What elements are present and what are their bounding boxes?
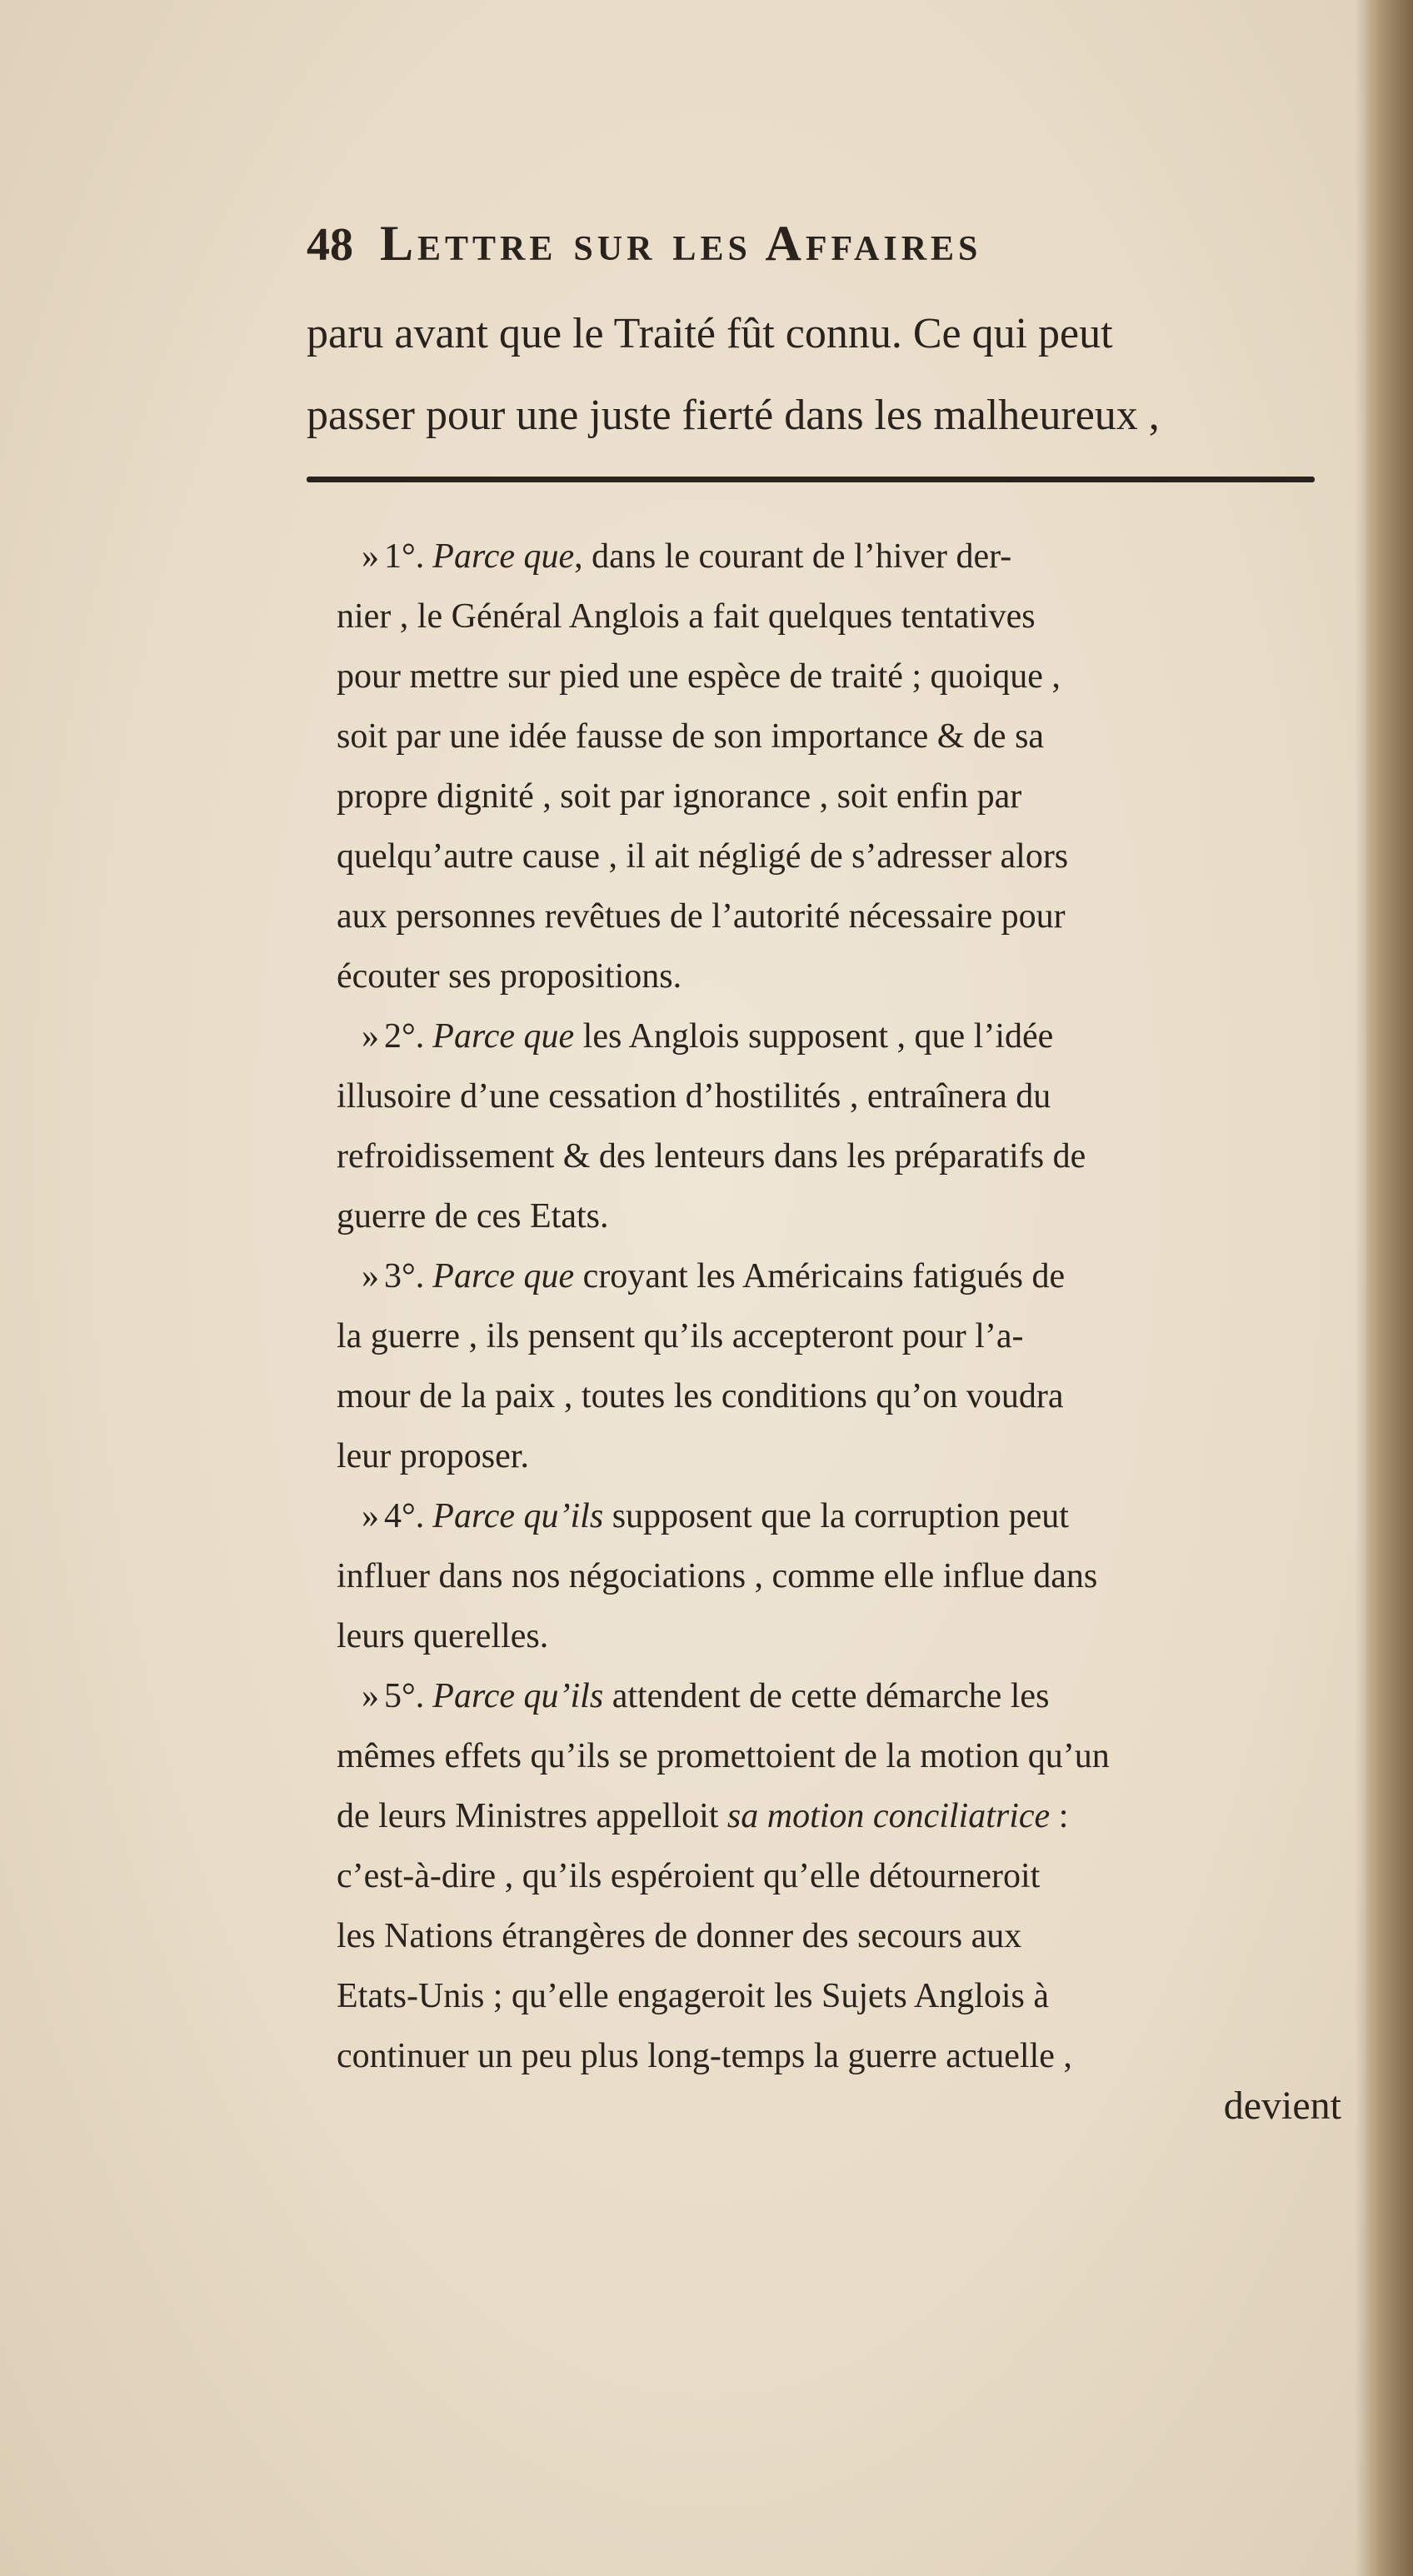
footnote-number: 2°. — [384, 1017, 425, 1056]
footnote-number: 1°. — [384, 537, 425, 576]
continued-text — [307, 293, 1315, 457]
footnote-item — [337, 1006, 1380, 1246]
line-text: guerre de ces Etats. — [337, 1197, 609, 1236]
line-text: supposent que la corruption peut — [603, 1497, 1069, 1535]
page-number: 48 — [307, 219, 353, 271]
footnote-line — [337, 1246, 1380, 1306]
footnote-line — [337, 1846, 1380, 1906]
quote-mark: » — [362, 537, 379, 576]
footnote-line — [337, 1126, 1380, 1186]
line-text: propre dignité , soit par ignorance , soit enfin par — [337, 777, 1022, 816]
footnote-line — [337, 1666, 1380, 1726]
quote-mark: » — [362, 1497, 379, 1535]
catchword: devient — [1223, 2084, 1341, 2128]
line-text: croyant les Américains fatigués de — [574, 1257, 1066, 1295]
footnote-line — [337, 886, 1380, 946]
footnote-lead: Parce qu’ils — [432, 1677, 604, 1715]
line-text: illusoire d’une cessation d’hostilités , entraînera du — [337, 1077, 1051, 1116]
italic-phrase: sa motion conciliatrice — [726, 1797, 1051, 1835]
footnote-line — [337, 706, 1380, 766]
footnote-line — [337, 1786, 1380, 1846]
footnote-item — [337, 1246, 1380, 1486]
footnote-line — [337, 1546, 1380, 1606]
continued-line-1: paru avant que le Traité fût connu. Ce qui peut — [307, 310, 1113, 357]
line-text: soit par une idée fausse de son importance & de sa — [337, 717, 1045, 756]
footnote-line — [337, 1426, 1380, 1486]
line-text: aux personnes revêtues de l’autorité nécessaire pour — [337, 897, 1066, 936]
line-text: refroidissement & des lenteurs dans les préparatifs de — [337, 1137, 1086, 1176]
quote-mark: » — [362, 1257, 379, 1295]
line-text: Etats-Unis ; qu’elle engageroit les Sujets Anglois à — [337, 1977, 1050, 2015]
line-text: nier , le Général Anglois a fait quelques tentatives — [337, 597, 1036, 636]
line-text: attendent de cette démarche les — [603, 1677, 1050, 1715]
footnote-lead: Parce que — [432, 1257, 575, 1295]
line-text: mour de la paix , toutes les conditions qu’on voudra — [337, 1377, 1064, 1415]
footnote-line — [337, 766, 1380, 826]
footnote-line — [337, 1306, 1380, 1366]
footnote-line — [337, 946, 1380, 1006]
footnote-line — [337, 826, 1380, 886]
line-text: leur proposer. — [337, 1437, 529, 1475]
footnote-line — [337, 1906, 1380, 1966]
footnote-lead: Parce qu’ils — [432, 1497, 604, 1535]
line-text: de leurs Ministres appelloit — [337, 1797, 727, 1835]
line-text: leurs querelles. — [337, 1617, 549, 1655]
footnote-line — [337, 1966, 1380, 2026]
footnote-rule — [307, 477, 1315, 482]
footnote-line — [337, 1366, 1380, 1426]
footnote-item — [337, 1486, 1380, 1666]
line-text: écouter ses propositions. — [337, 957, 682, 996]
footnote-item — [337, 527, 1380, 1006]
footnote-line — [337, 1066, 1380, 1126]
line-text: les Nations étrangères de donner des secours aux — [337, 1917, 1022, 1955]
footnote-number: 3°. — [384, 1257, 425, 1295]
page-header — [307, 215, 1315, 282]
footnote-number: 4°. — [384, 1497, 425, 1535]
footnote-line — [337, 2026, 1380, 2086]
line-text: influer dans nos négociations , comme elle influe dans — [337, 1557, 1098, 1595]
footnote-line — [337, 646, 1380, 706]
footnote-line — [337, 1186, 1380, 1246]
continued-line-2: passer pour une juste fierté dans les malheureux , — [307, 392, 1160, 439]
running-head: Lettre sur les Affaires — [380, 216, 982, 271]
line-text: , dans le courant de l’hiver der- — [574, 537, 1012, 576]
line-text: c’est-à-dire , qu’ils espéroient qu’elle détourneroit — [337, 1857, 1041, 1895]
line-text: les Anglois supposent , que l’idée — [574, 1017, 1054, 1056]
line-text: quelqu’autre cause , il ait négligé de s’adresser alors — [337, 837, 1069, 876]
footnote-line — [337, 1006, 1380, 1066]
line-text: la guerre , ils pensent qu’ils accepteront pour l’a- — [337, 1317, 1024, 1355]
footnote-line — [337, 1486, 1380, 1546]
footnote-line — [337, 1726, 1380, 1786]
line-text: continuer un peu plus long-temps la guerre actuelle , — [337, 2037, 1072, 2075]
line-text: : — [1050, 1797, 1069, 1835]
footnote-lead: Parce que — [432, 537, 575, 576]
footnote-number: 5°. — [384, 1677, 425, 1715]
footnote-line — [337, 1606, 1380, 1666]
footnote-lead: Parce que — [432, 1017, 575, 1056]
line-text: pour mettre sur pied une espèce de traité ; quoique , — [337, 657, 1061, 696]
footnote-item — [337, 1666, 1380, 2086]
quote-mark: » — [362, 1677, 379, 1715]
quote-mark: » — [362, 1017, 379, 1056]
footnote-line — [337, 527, 1380, 587]
line-text: mêmes effets qu’ils se promettoient de la motion qu’un — [337, 1737, 1110, 1775]
footnote-line — [337, 587, 1380, 646]
footnote-list — [337, 527, 1380, 2086]
